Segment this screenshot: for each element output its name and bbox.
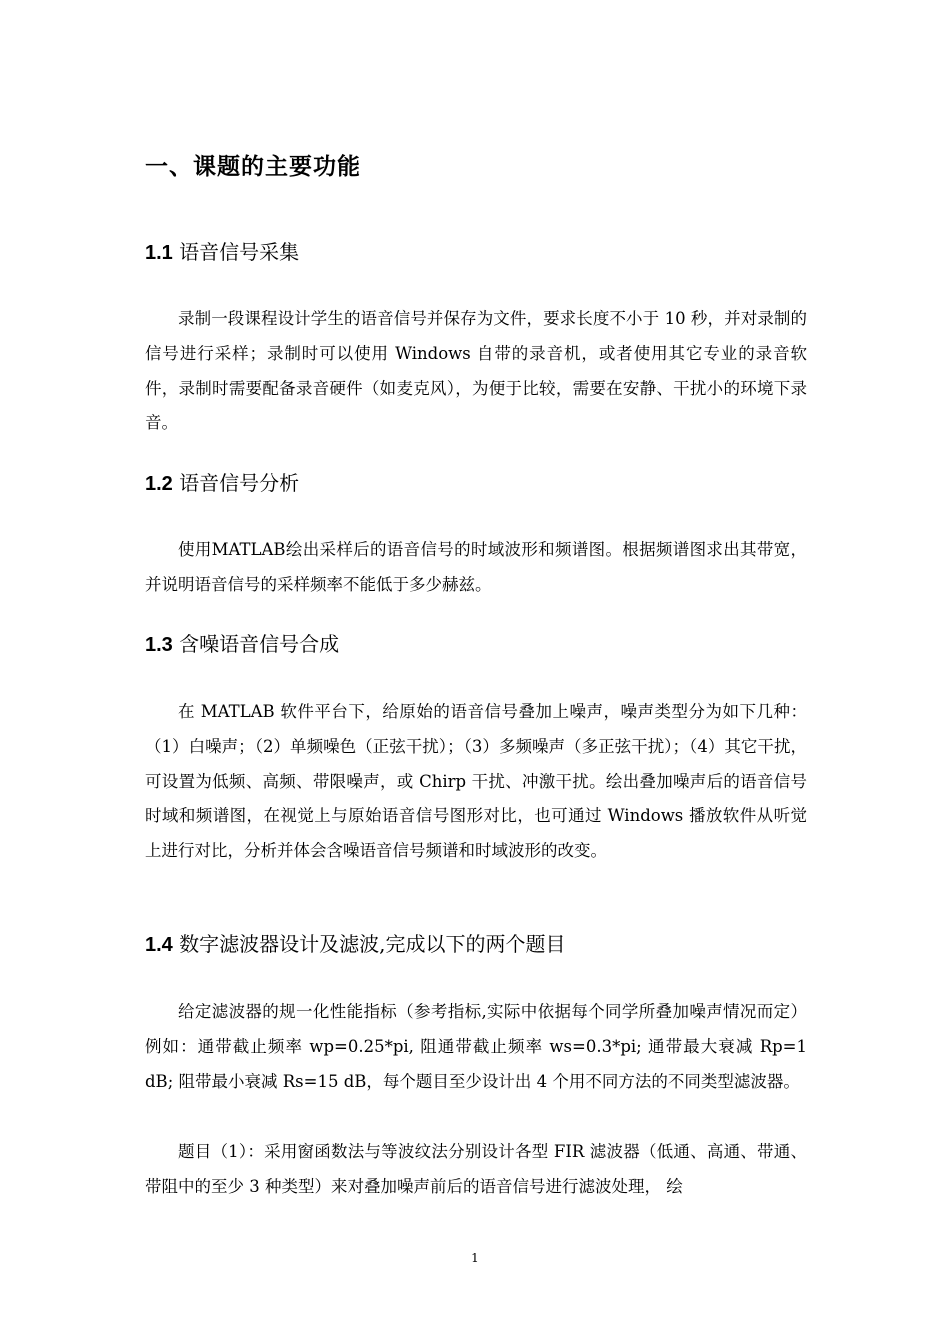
section-number: 1.3: [145, 634, 173, 656]
paragraph: 在 MATLAB 软件平台下，给原始的语音信号叠加上噪声，噪声类型分为如下几种：（1）白噪声；（2）单频噪色（正弦干扰）；（3）多频噪声（多正弦干扰）；（4）其它干扰，可设置为低频、高频、带限噪声，或 Chirp 干扰、冲激干扰。绘出叠加噪声后的语音信号时域和频谱图，在视觉上与原始语音信号图形对比，也可通过 Windows 播放软件从听觉上进行对比，分析并体会含噪语音信号频谱和时域波形的改变。: [145, 702, 807, 861]
section-number: 1.2: [145, 473, 173, 495]
paragraph: 录制一段课程设计学生的语音信号并保存为文件，要求长度不小于 10 秒，并对录制的信号进行采样；录制时可以使用 Windows 自带的录音机，或者使用其它专业的录音软件，录制时需要配备录音硬件（如麦克风），为便于比较，需要在安静、干扰小的环境下录音。: [145, 309, 807, 433]
paragraph: 题目（1）：采用窗函数法与等波纹法分别设计各型 FIR 滤波器（低通、高通、带通、带阻中的至少 3 种类型）来对叠加噪声前后的语音信号进行滤波处理， 绘: [145, 1142, 807, 1196]
section-heading-1-1: [145, 236, 299, 265]
paragraph: 使用MATLAB绘出采样后的语音信号的时域波形和频谱图。根据频谱图求出其带宽，并说明语音信号的采样频率不能低于多少赫兹。: [145, 540, 807, 594]
section-heading-1-2: [145, 467, 299, 496]
section-title: 语音信号分析: [179, 471, 300, 495]
section-number: 1.4: [145, 934, 173, 956]
section-heading-1-3: [145, 628, 339, 657]
section-heading-1-4: [145, 928, 566, 957]
page-number: 1: [471, 1251, 479, 1265]
section-title: 含噪语音信号合成: [179, 632, 340, 656]
section-title: 语音信号采集: [179, 240, 300, 264]
section-number: 1.1: [145, 242, 173, 264]
paragraph: 给定滤波器的规一化性能指标（参考指标,实际中依据每个同学所叠加噪声情况而定）例如：通带截止频率 wp=0.25*pi, 阻通带截止频率 ws=0.3*pi; 通带最大衰减 Rp=1 dB; 阻带最小衰减 Rs=15 dB，每个题目至少设计出 4 个用不同方法的不同类型滤波器。: [145, 1002, 807, 1091]
section-title: 数字滤波器设计及滤波,完成以下的两个题目: [179, 932, 566, 956]
chapter-heading: 一、课题的主要功能: [145, 154, 361, 180]
